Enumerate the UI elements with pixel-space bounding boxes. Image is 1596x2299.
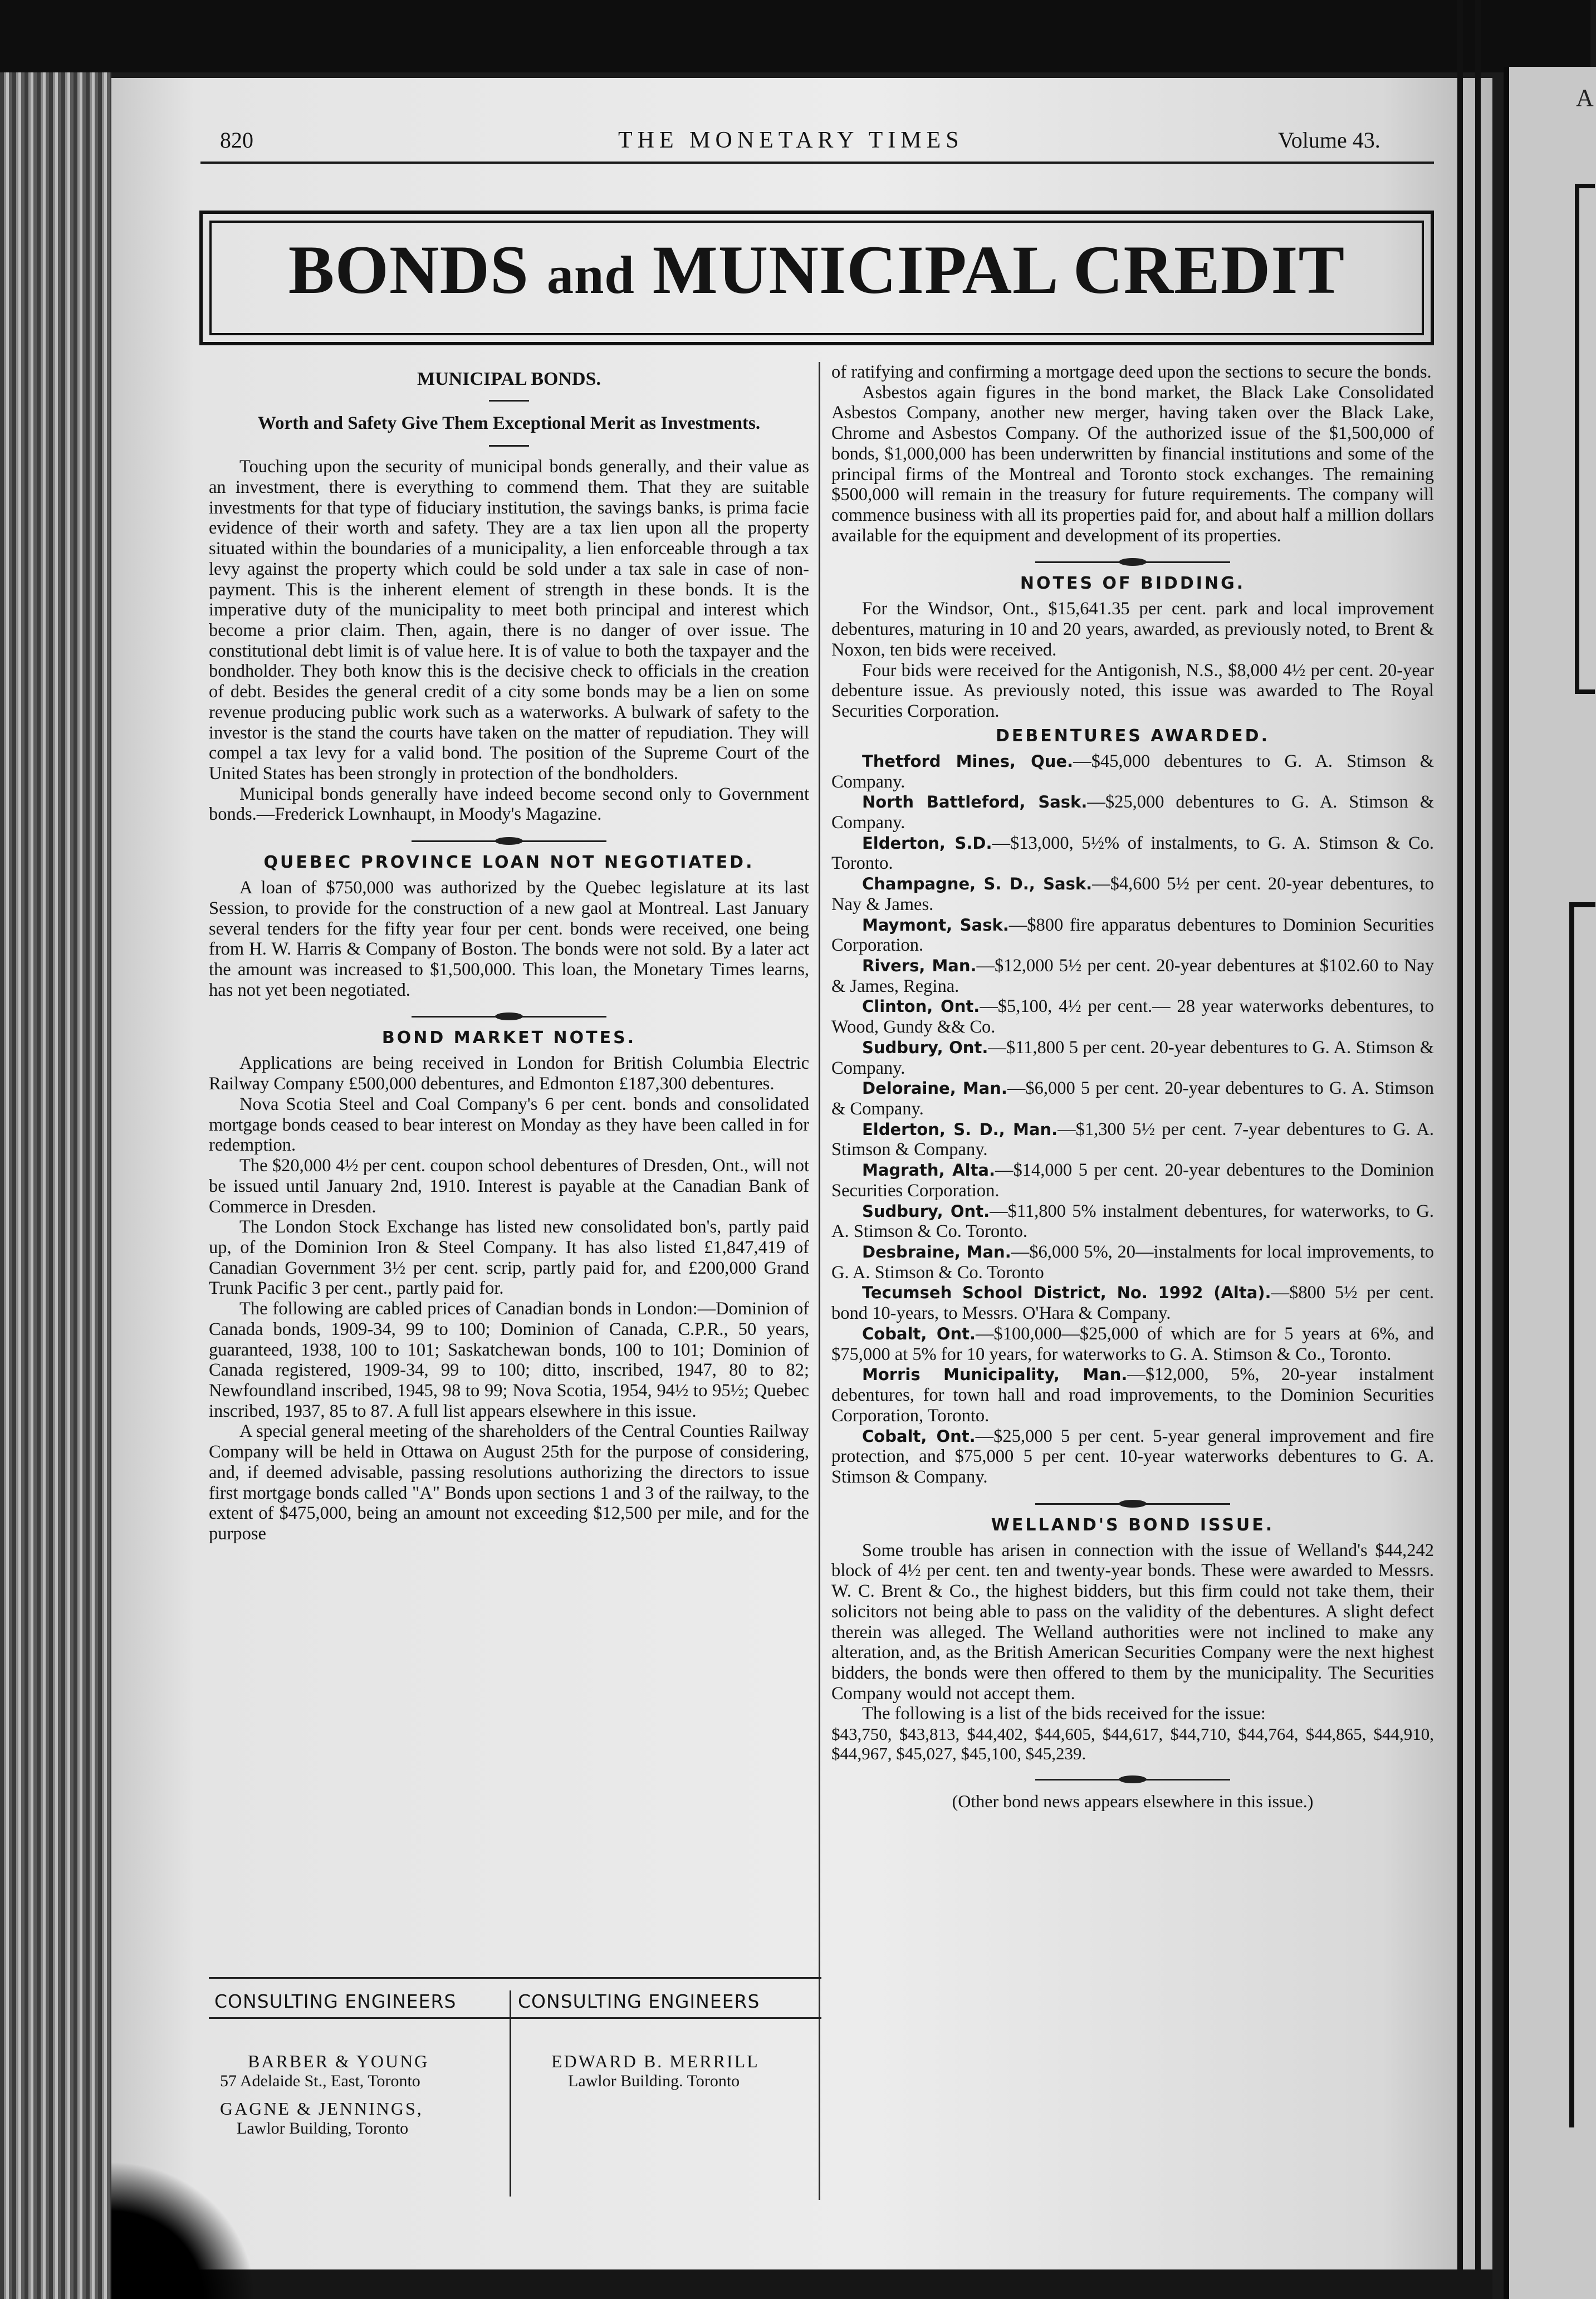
award-entry xyxy=(831,1078,1434,1119)
ad-heading: CONSULTING ENGINEERS xyxy=(518,1990,760,2012)
firm-name: BARBER & YOUNG xyxy=(248,2051,429,2071)
paragraph: Municipal bonds generally have indeed become second only to Government bonds.—Frederick Lownhaupt, in Moody's Magazine. xyxy=(209,784,809,825)
ads-top-rule xyxy=(209,1977,821,1979)
award-place: Champagne, S. D., Sask. xyxy=(862,874,1093,894)
award-place: Magrath, Alta. xyxy=(862,1161,996,1180)
award-place: Elderton, S.D. xyxy=(862,833,992,853)
award-details: —$4,600 5½ per cent. 20-year debentures, to Nay & James. xyxy=(831,874,1434,914)
award-entry xyxy=(831,996,1434,1037)
paragraph: Four bids were received for the Antigonish, N.S., $8,000 4½ per cent. 20-year debenture issue. As previously noted, this issue was awarded to The Royal Securities Corporation. xyxy=(831,660,1434,722)
award-place: Cobalt, Ont. xyxy=(862,1426,976,1446)
award-details: —$5,100, 4½ per cent.— 28 year waterworks debentures, to Wood, Gundy && Co. xyxy=(831,996,1435,1038)
award-place: Cobalt, Ont. xyxy=(862,1324,976,1343)
corner-shadow xyxy=(111,2161,256,2299)
paragraph: A loan of $750,000 was authorized by the Quebec legislature at its last Session, to provide for the construction of a new gaol at Montreal. Last January several tenders for the fifty year four per cent. bonds were received, one being from H. W. Harris & Company of Boston. The bonds were not sold. By a later act the amount was increased to $1,500,000. This loan, the Monetary Times learns, has not yet been negotiated. xyxy=(209,878,809,1000)
heading-wellands-bond-issue: WELLAND'S BOND ISSUE. xyxy=(991,1515,1275,1535)
award-entry xyxy=(831,1038,1434,1078)
award-place: Sudbury, Ont. xyxy=(862,1038,988,1057)
section-title xyxy=(203,231,1431,310)
paragraph: A special general meeting of the shareholders of the Central Counties Railway Company will be held in Ottawa on August 25th for the purpose of considering, and, if deemed advisable, passing resolutions authorizing the directors to issue first mortgage bonds called "A" Bonds upon sections 1 and 3 of the railway, to the extent of $475,000, being an amount not exceeding $12,500 per mile, and for the purpose xyxy=(209,1421,809,1544)
award-details: —$100,000—$25,000 of which are for 5 years at 6%, and $75,000 at 5% for 10 years, for waterworks to G. A. Stimson & Co., Toronto. xyxy=(831,1323,1434,1364)
volume-label: Volume 43. xyxy=(1278,128,1380,153)
ads-heading-rule xyxy=(209,2017,821,2019)
firm-name: GAGNE & JENNINGS, xyxy=(220,2099,423,2119)
ad-right xyxy=(510,1990,824,2197)
header-rule xyxy=(200,162,1434,164)
heading-quebec-loan: QUEBEC PROVINCE LOAN NOT NEGOTIATED. xyxy=(263,853,755,873)
award-entry xyxy=(831,874,1434,914)
award-details: —$6,000 5 per cent. 20-year debentures to G. A. Stimson & Company. xyxy=(831,1078,1435,1119)
book-binding xyxy=(0,72,111,2299)
next-page-rule-lower xyxy=(1569,1281,1595,2127)
left-column xyxy=(209,362,809,1544)
award-details: —$12,000 5½ per cent. 20-year debentures at $102.60 to Nay & James, Regina. xyxy=(831,955,1435,996)
award-entry xyxy=(831,1242,1434,1283)
advertisements xyxy=(209,1977,821,2200)
closing-note: (Other bond news appears elsewhere in this issue.) xyxy=(952,1791,1314,1812)
section-title-and: and xyxy=(546,245,635,305)
award-details: —$800 5½ per cent. bond 10-years, to Messrs. O'Hara & Company. xyxy=(831,1283,1434,1324)
award-details: —$14,000 5 per cent. 20-year debentures to the Dominion Securities Corporation. xyxy=(831,1160,1434,1201)
award-place: Clinton, Ont. xyxy=(862,997,980,1016)
ornament-rule xyxy=(1035,1775,1230,1783)
section-title-municipal-credit: MUNICIPAL CREDIT xyxy=(652,232,1345,308)
paragraph: The London Stock Exchange has listed new consolidated bon's, partly paid up, of the Dominion Iron & Steel Company. It has also listed £1,847,419 of Canadian Government 3½ per cent. scrip, partly paid for, and £200,000 Grand Trunk Pacific 3 per cent., partly paid for. xyxy=(209,1217,809,1299)
award-details: —$11,800 5 per cent. 20-year debentures to G. A. Stimson & Company. xyxy=(831,1037,1434,1078)
paragraph: For the Windsor, Ont., $15,641.35 per cent. park and local improvement debentures, maturing in 10 and 20 years, awarded, as previously noted, to Brent & Noxon, ten bids were received. xyxy=(831,599,1434,660)
paragraph: Some trouble has arisen in connection with the issue of Welland's $44,242 block of 4½ per cent. ten and twenty-year bonds. These were awarded to Messrs. W. C. Brent & Co., the highest bidders, but this firm could not take them, their solicitors not being able to pass on the validity of the debentures. A slight defect therein was alleged. The Welland authorities were not inclined to make any alteration, and, as the British American Securities Company were the next highest bidders, the bonds were then offered to them by the municipality. The Securities Company would not accept them. xyxy=(831,1540,1434,1704)
next-page-box xyxy=(1575,184,1595,694)
award-entry xyxy=(831,956,1434,996)
subheading-worth-safety: Worth and Safety Give Them Exceptional Merit as Investments. xyxy=(257,413,761,433)
page-number: 820 xyxy=(220,128,253,153)
award-entry xyxy=(831,1119,1434,1160)
award-entry xyxy=(831,1283,1434,1323)
dash-rule xyxy=(489,445,529,447)
award-entry xyxy=(831,1160,1434,1201)
award-details: —$11,800 5% instalment debentures, for waterworks, to G. A. Stimson & Co. Toronto. xyxy=(831,1201,1434,1242)
award-entry xyxy=(831,1201,1434,1242)
paragraph: The $20,000 4½ per cent. coupon school debentures of Dresden, Ont., will not be issued until January 2nd, 1910. Interest is payable at the Canadian Bank of Commerce in Dresden. xyxy=(209,1156,809,1217)
scan-top-edge xyxy=(0,0,1590,72)
award-entry xyxy=(831,915,1434,956)
paragraph: Touching upon the security of municipal bonds generally, and their value as an investment, there is everything to commend them. That they are suitable investments for that type of fiduciary institution, the savings banks, is prima facie evidence of their worth and safety. They are a tax lien upon all the property situated within the boundaries of a municipality, a lien enforceable through a tax levy against the property which could be sold under a tax sale in case of non-payment. This is the inherent element of strength in these bonds. It is the imperative duty of the municipality to meet both principal and interest which become a prior claim. Then, again, there is no danger of over issue. The constitutional debt limit is of value here. It is of value to both the taxpayer and the bondholder. They both know this is the decisive check to officials in the creation of debt. Besides the general credit of a city some bonds may be a lien on some revenue producing public work such as a waterworks. A bulwark of safety to the investor is the stand the courts have taken on the matter of repudiation. They will compel a tax levy for a valid bond. The position of the Supreme Court of the United States has been strongly in protection of the bondholders. xyxy=(209,457,809,784)
gutter-lines xyxy=(1451,0,1490,2299)
paragraph: The following is a list of the bids received for the issue: xyxy=(862,1704,1266,1724)
section-title-bonds: BONDS xyxy=(288,232,529,308)
heading-notes-of-bidding: NOTES OF BIDDING. xyxy=(1020,574,1246,594)
ornament-rule xyxy=(412,1012,606,1020)
firm-address: Lawlor Building. Toronto xyxy=(568,2072,740,2090)
heading-debentures-awarded: DEBENTURES AWARDED. xyxy=(996,726,1270,746)
firm-address: 57 Adelaide St., East, Toronto xyxy=(220,2072,420,2090)
award-place: Elderton, S. D., Man. xyxy=(862,1119,1058,1139)
award-details: —$6,000 5%, 20—instalments for local improvements, to G. A. Stimson & Co. Toronto xyxy=(831,1242,1434,1283)
ad-heading: CONSULTING ENGINEERS xyxy=(214,1990,457,2012)
ornament-rule xyxy=(412,837,606,845)
paragraph: Asbestos again figures in the bond market, the Black Lake Consolidated Asbestos Company, another new merger, having taken over the Black Lake, Chrome and Asbestos Company. Of the authorized issue of the $1,500,000 of bonds, $1,000,000 has been underwritten by financial institutions and some of the principal firms of the Montreal and Toronto stock exchanges. The remaining $500,000 will remain in the treasury for future requirements. The company will commence business with all its properties paid for, and about half a million dollars available for the equipment and development of its properties. xyxy=(831,382,1434,546)
award-place: Maymont, Sask. xyxy=(862,915,1009,935)
award-details: —$25,000 5 per cent. 5-year general improvement and fire protection, and $75,000 5 per cent. 10-year waterworks debentures to G. A. Stimson & Company. xyxy=(831,1426,1434,1487)
bids-list: $43,750, $43,813, $44,402, $44,605, $44,617, $44,710, $44,764, $44,865, $44,910, $44,967, $45,027, $45,100, $45,239. xyxy=(831,1724,1434,1764)
award-details: —$13,000, 5½% of instalments, to G. A. Stimson & Co. Toronto. xyxy=(831,833,1434,874)
award-entry xyxy=(831,1364,1434,1426)
heading-bond-market-notes: BOND MARKET NOTES. xyxy=(381,1028,637,1048)
page-bottom-shadow xyxy=(111,2269,1492,2299)
award-place: Thetford Mines, Que. xyxy=(862,751,1074,771)
award-entry xyxy=(831,1324,1434,1364)
award-entry xyxy=(831,792,1434,833)
award-place: Morris Municipality, Man. xyxy=(862,1365,1128,1385)
ornament-rule xyxy=(1035,558,1230,566)
paragraph: Nova Scotia Steel and Coal Company's 6 per cent. bonds and consolidated mortgage bonds ceased to bear interest on Monday as they have been called in for redemption. xyxy=(209,1094,809,1156)
heading-municipal-bonds: MUNICIPAL BONDS. xyxy=(417,369,601,389)
next-page-corner-letter: A xyxy=(1576,84,1594,111)
award-place: Sudbury, Ont. xyxy=(862,1201,990,1221)
award-entry xyxy=(831,833,1434,874)
paragraph-continued: of ratifying and confirming a mortgage deed upon the sections to secure the bonds. xyxy=(831,362,1432,382)
awards-list xyxy=(831,751,1434,1488)
award-details: —$800 fire apparatus debentures to Dominion Securities Corporation. xyxy=(831,914,1434,956)
dash-rule xyxy=(489,400,529,402)
award-entry xyxy=(831,751,1434,792)
ornament-rule xyxy=(1035,1500,1230,1508)
paragraph: The following are cabled prices of Canadian bonds in London:—Dominion of Canada bonds, 1909-34, 99 to 100; Dominion of Canada, C.P.R., 50 years, guaranteed, 1938, 100 to 101; Saskatchewan bonds, 100 to 101; Dominion of Canada registered, 1909-34, 99 to 100; ditto, inscribed, 1947, 80 to 82; Newfoundland inscribed, 1945, 98 to 99; Nova Scotia, 1954, 94½ to 95½; Quebec inscribed, 1937, 85 to 87. A full list appears elsewhere in this issue. xyxy=(209,1299,809,1421)
award-entry xyxy=(831,1426,1434,1488)
award-place: Deloraine, Man. xyxy=(862,1079,1007,1098)
award-details: —$25,000 debentures to G. A. Stimson & Company. xyxy=(831,792,1435,833)
column-divider xyxy=(819,362,820,2200)
firm-name: EDWARD B. MERRILL xyxy=(551,2051,760,2071)
award-place: Tecumseh School District, No. 1992 (Alta). xyxy=(862,1283,1271,1303)
section-banner xyxy=(199,211,1434,345)
right-column xyxy=(831,362,1434,1812)
award-place: North Battleford, Sask. xyxy=(862,793,1088,812)
award-details: —$1,300 5½ per cent. 7-year debentures to G. A. Stimson & Company. xyxy=(831,1119,1434,1160)
firm-address: Lawlor Building, Toronto xyxy=(237,2119,409,2137)
publication-title: THE MONETARY TIMES xyxy=(618,128,964,153)
paragraph: Applications are being received in London for British Columbia Electric Railway Company £500,000 debentures, and Edmonton £187,300 debentures. xyxy=(209,1053,809,1094)
award-place: Rivers, Man. xyxy=(862,956,977,975)
award-details: —$12,000, 5%, 20-year instalment debentures, for town hall and road improvements, to the Dominion Securities Corporation, Toronto. xyxy=(831,1364,1434,1426)
ad-left xyxy=(214,1990,510,2138)
award-place: Desbraine, Man. xyxy=(862,1243,1011,1262)
award-details: —$45,000 debentures to G. A. Stimson & Company. xyxy=(831,751,1434,792)
